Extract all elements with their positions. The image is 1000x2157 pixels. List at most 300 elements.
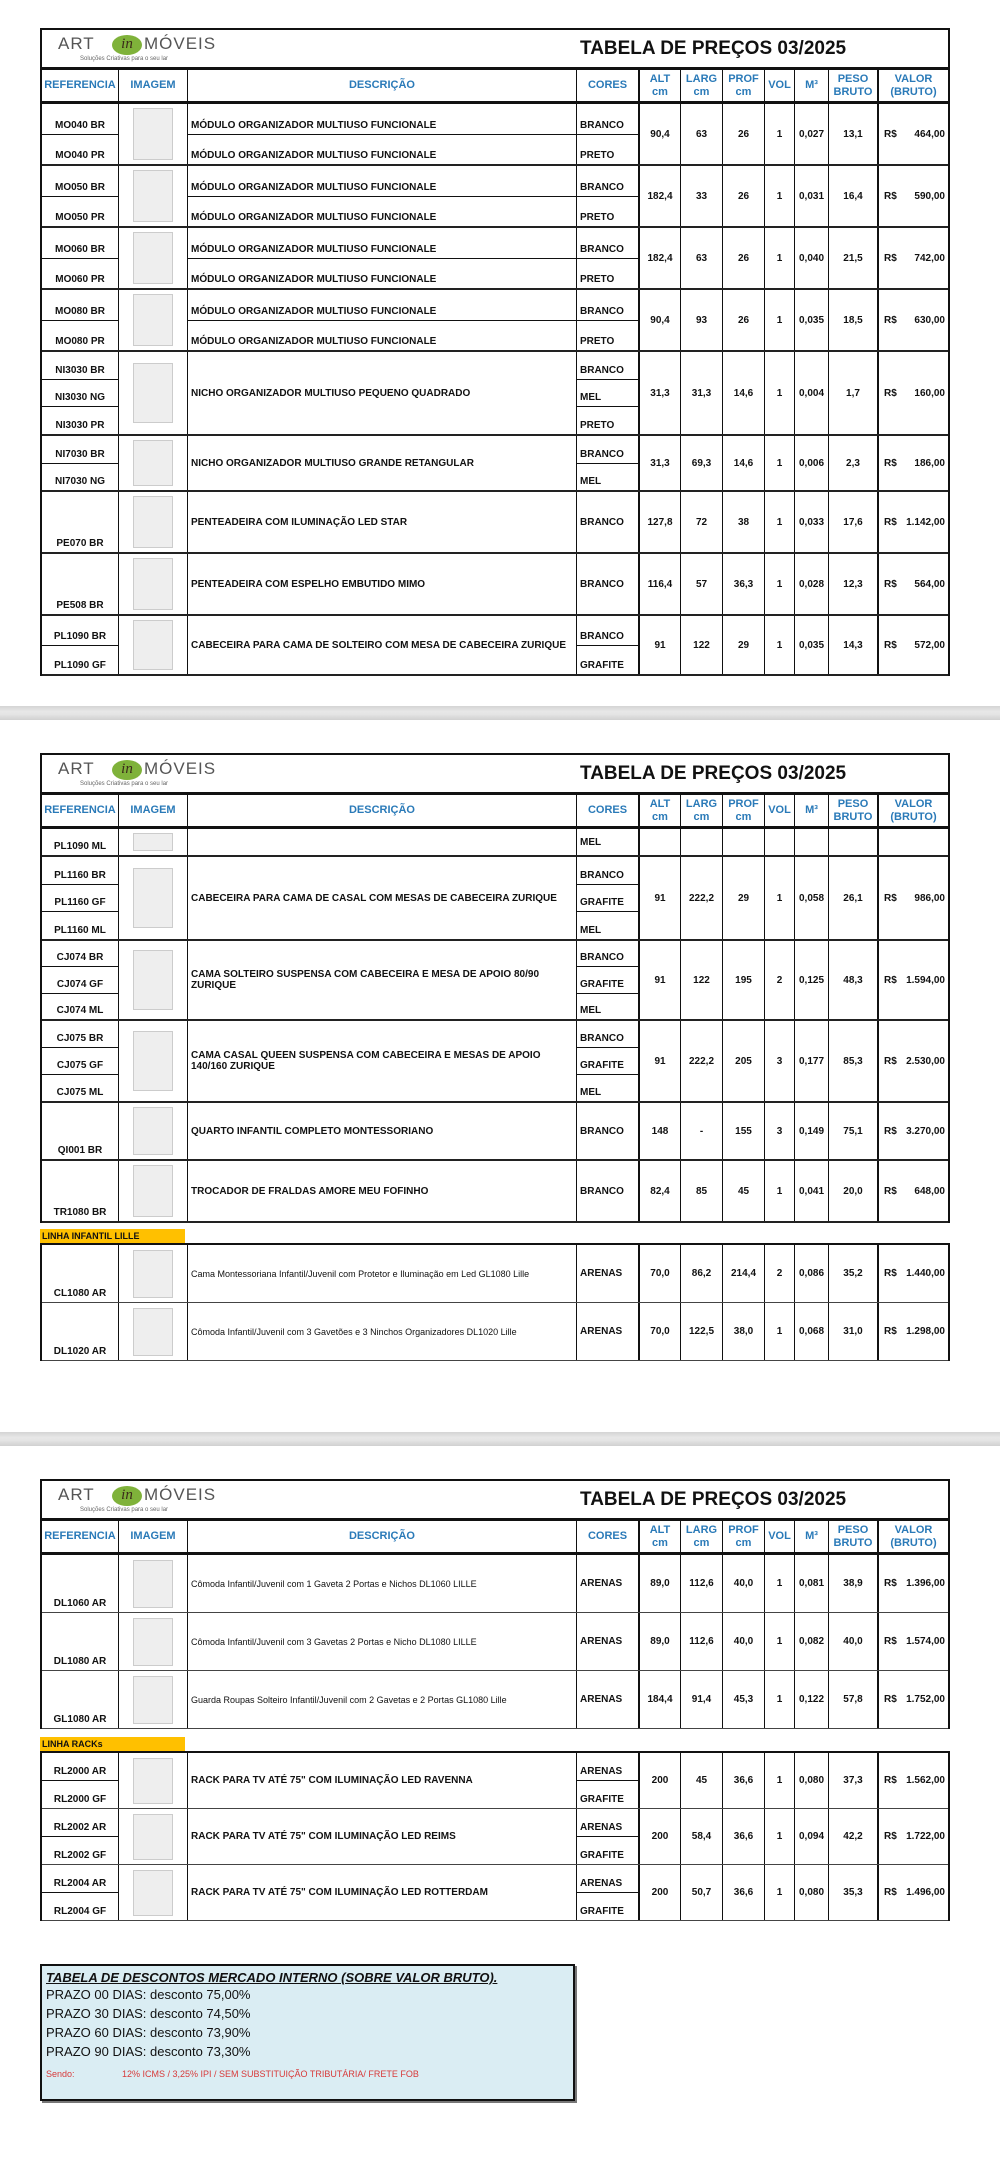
sheet-header <box>42 1481 948 1521</box>
cell-prof: 29 <box>723 857 765 939</box>
cell-descricao <box>188 436 577 490</box>
price-value <box>879 388 948 399</box>
currency-symbol: R$ <box>884 314 897 326</box>
product-image <box>133 294 173 346</box>
cell-m3: 0,035 <box>795 616 829 674</box>
cell-prof: 36,6 <box>723 1809 765 1864</box>
cell-vol: 1 <box>765 1753 795 1808</box>
cell-vol: 1 <box>765 166 795 226</box>
cell-alt: 148 <box>640 1103 681 1159</box>
currency-symbol: R$ <box>884 974 897 986</box>
col-alt-line: cm <box>652 1536 668 1549</box>
col-peso-line: BRUTO <box>833 810 873 823</box>
tax-note-text: 12% ICMS / 3,25% IPI / SEM SUBSTITUIÇÃO TRIBUTÁRIA/ FRETE FOB <box>122 2069 419 2079</box>
color-option: ARENAS <box>577 1753 638 1781</box>
color-option: GRAFITE <box>577 1048 638 1075</box>
currency-symbol: R$ <box>884 1125 897 1137</box>
price-value <box>879 1056 948 1067</box>
cell-alt: 70,0 <box>640 1245 681 1302</box>
cell-alt: 82,4 <box>640 1161 681 1221</box>
cell-prof: 26 <box>723 166 765 226</box>
cell-imagem <box>119 436 188 490</box>
product-description: MÓDULO ORGANIZADOR MULTIUSO FUNCIONALE <box>191 212 437 223</box>
cell-peso: 1,7 <box>829 352 879 434</box>
cell-prof: 155 <box>723 1103 765 1159</box>
discount-heading: TABELA DE DESCONTOS MERCADO INTERNO (SOBRE VALOR BRUTO). <box>46 1970 498 1985</box>
cell-m3: 0,094 <box>795 1809 829 1864</box>
reference-code: PE070 BR <box>56 538 104 549</box>
reference-code: RL2002 AR <box>42 1809 118 1837</box>
product-description: Cama Montessoriana Infantil/Juvenil com Protetor e Iluminação em Led GL1080 Lille <box>191 1268 530 1279</box>
cell-cores <box>577 1809 640 1864</box>
price-amount: 1.562,00 <box>906 1775 945 1786</box>
cell-alt: 182,4 <box>640 228 681 288</box>
racks-table <box>40 1751 950 1921</box>
table-row <box>42 829 948 857</box>
cell-imagem <box>119 1245 188 1302</box>
col-vol: VOL <box>765 70 795 101</box>
col-prof-line: PROF <box>728 1523 759 1536</box>
price-amount: 590,00 <box>914 190 945 202</box>
currency-symbol: R$ <box>884 1326 897 1337</box>
cell-valor <box>879 857 948 939</box>
cell-larg: 122 <box>681 941 723 1019</box>
cell-m3: 0,040 <box>795 228 829 288</box>
cell-imagem <box>119 554 188 614</box>
cell-larg: 86,2 <box>681 1245 723 1302</box>
brand-logo <box>58 759 258 791</box>
cell-m3 <box>795 829 829 855</box>
col-m3: M³ <box>795 1521 829 1552</box>
cell-descricao <box>188 1303 577 1360</box>
cell-peso: 20,0 <box>829 1161 879 1221</box>
cell-referencia <box>42 1753 119 1808</box>
cell-alt: 70,0 <box>640 1303 681 1360</box>
cell-m3: 0,080 <box>795 1865 829 1920</box>
cell-vol: 2 <box>765 1245 795 1302</box>
cell-vol: 1 <box>765 1303 795 1360</box>
reference-code: PL1160 ML <box>54 925 106 937</box>
col-descricao: DESCRIÇÃO <box>188 1521 577 1552</box>
cell-cores <box>577 1865 640 1920</box>
col-alt-line: cm <box>652 810 668 823</box>
reference-code: NI3030 BR <box>42 352 118 380</box>
reference-code: QI001 BR <box>57 1145 103 1156</box>
page-separator <box>0 706 1000 720</box>
cell-cores <box>577 1753 640 1808</box>
cell-m3: 0,033 <box>795 492 829 552</box>
cell-descricao <box>188 1161 577 1221</box>
color-option: BRANCO <box>577 1021 638 1048</box>
reference-code: CJ074 GF <box>42 967 118 993</box>
col-larg-line: cm <box>693 810 710 823</box>
cell-imagem <box>119 352 188 434</box>
reference-code: RL2004 AR <box>42 1865 118 1893</box>
cell-m3: 0,041 <box>795 1161 829 1221</box>
reference-code: MO050 BR <box>42 166 118 197</box>
brand-in-icon: in <box>112 1486 142 1506</box>
col-cores: CORES <box>577 70 640 101</box>
brand-moveis: MÓVEIS <box>144 759 217 778</box>
color-option: GRAFITE <box>580 660 624 671</box>
cell-referencia <box>42 1021 119 1101</box>
section-banner-lille: LINHA INFANTIL LILLE <box>40 1229 185 1243</box>
cell-alt: 91 <box>640 1021 681 1101</box>
color-option: PRETO <box>580 150 615 161</box>
col-m3: M³ <box>795 70 829 101</box>
reference-code: DL1060 AR <box>53 1598 107 1609</box>
color-option: BRANCO <box>577 228 638 259</box>
product-description: MÓDULO ORGANIZADOR MULTIUSO FUNCIONALE <box>191 150 437 161</box>
table-row <box>42 436 948 492</box>
cell-larg: 91,4 <box>681 1671 723 1728</box>
color-option: MEL <box>580 925 602 937</box>
product-image <box>133 170 173 222</box>
table-row <box>42 1555 948 1613</box>
price-value <box>879 893 948 904</box>
section-banner-racks: LINHA RACKs <box>40 1737 185 1751</box>
color-option: GRAFITE <box>577 885 638 913</box>
color-option: ARENAS <box>580 1578 623 1589</box>
price-amount: 1.298,00 <box>906 1326 945 1337</box>
price-amount: 648,00 <box>914 1185 945 1197</box>
price-value <box>879 1126 948 1137</box>
product-image <box>133 1250 173 1298</box>
cell-prof: 40,0 <box>723 1613 765 1670</box>
col-peso-line: PESO <box>837 72 869 85</box>
color-option: GRAFITE <box>580 1794 624 1805</box>
cell-descricao <box>188 616 577 674</box>
cell-larg <box>681 829 723 855</box>
color-option: ARENAS <box>577 1809 638 1837</box>
cell-peso: 16,4 <box>829 166 879 226</box>
color-option: MEL <box>580 1087 602 1098</box>
cell-peso: 38,9 <box>829 1555 879 1612</box>
col-valor-line: (BRUTO) <box>890 85 937 98</box>
product-description: Guarda Roupas Solteiro Infantil/Juvenil com 2 Gavetas e 2 Portas GL1080 Lille <box>191 1694 507 1705</box>
cell-m3: 0,080 <box>795 1753 829 1808</box>
reference-code: MO050 PR <box>55 212 105 223</box>
col-vol: VOL <box>765 1521 795 1552</box>
cell-descricao <box>188 554 577 614</box>
brand-art: ART <box>58 1485 95 1504</box>
table-row <box>42 352 948 436</box>
col-alt-line: ALT <box>649 1523 671 1536</box>
cell-m3: 0,149 <box>795 1103 829 1159</box>
cell-referencia <box>42 1865 119 1920</box>
cell-descricao <box>188 829 577 855</box>
cell-m3: 0,031 <box>795 166 829 226</box>
cell-valor <box>879 1021 948 1101</box>
product-description: PENTEADEIRA COM ILUMINAÇÃO LED STAR <box>191 516 408 528</box>
color-option: BRANCO <box>577 290 638 321</box>
cell-referencia <box>42 616 119 674</box>
col-prof <box>723 795 765 826</box>
table-row <box>42 554 948 616</box>
cell-imagem <box>119 1555 188 1612</box>
cell-valor <box>879 1809 948 1864</box>
cell-descricao <box>188 857 577 939</box>
product-image <box>133 1107 173 1155</box>
cell-prof: 36,6 <box>723 1753 765 1808</box>
color-option: BRANCO <box>580 1185 624 1197</box>
cell-peso: 75,1 <box>829 1103 879 1159</box>
price-value <box>879 315 948 326</box>
currency-symbol: R$ <box>884 1636 897 1647</box>
cell-prof: 26 <box>723 104 765 164</box>
price-amount: 1.722,00 <box>906 1831 945 1842</box>
price-value <box>879 129 948 140</box>
product-image <box>133 868 173 928</box>
cell-imagem <box>119 1809 188 1864</box>
color-option: GRAFITE <box>577 967 638 993</box>
brand-moveis: MÓVEIS <box>144 34 217 53</box>
cell-alt: 116,4 <box>640 554 681 614</box>
cell-prof: 26 <box>723 228 765 288</box>
cell-imagem <box>119 1865 188 1920</box>
cell-valor <box>879 554 948 614</box>
color-option: BRANCO <box>577 857 638 885</box>
cell-alt: 127,8 <box>640 492 681 552</box>
column-headers <box>42 70 948 104</box>
col-cores: CORES <box>577 1521 640 1552</box>
cell-vol: 1 <box>765 104 795 164</box>
cell-referencia <box>42 1809 119 1864</box>
cell-cores <box>577 829 640 855</box>
product-description: NICHO ORGANIZADOR MULTIUSO PEQUENO QUADRADO <box>191 387 471 399</box>
cell-cores <box>577 1103 640 1159</box>
cell-m3: 0,125 <box>795 941 829 1019</box>
col-prof <box>723 1521 765 1552</box>
reference-code: RL2002 GF <box>53 1850 107 1861</box>
reference-code: DL1020 AR <box>53 1346 107 1357</box>
cell-referencia <box>42 941 119 1019</box>
price-sheet-page-2 <box>40 753 950 1223</box>
color-option: PRETO <box>580 420 615 432</box>
cell-cores <box>577 1161 640 1221</box>
product-image <box>133 1308 173 1356</box>
product-description: CAMA SOLTEIRO SUSPENSA COM CABECEIRA E MESA DE APOIO 80/90 ZURIQUE <box>191 969 540 991</box>
price-amount: 464,00 <box>914 128 945 140</box>
currency-symbol: R$ <box>884 516 897 528</box>
col-valor-line: VALOR <box>894 797 933 810</box>
currency-symbol: R$ <box>884 128 897 140</box>
price-value <box>879 191 948 202</box>
cell-prof: 45 <box>723 1161 765 1221</box>
cell-imagem <box>119 1613 188 1670</box>
cell-larg: 222,2 <box>681 1021 723 1101</box>
price-amount: 2.530,00 <box>906 1055 945 1067</box>
price-amount: 1.496,00 <box>906 1887 945 1898</box>
cell-vol: 1 <box>765 436 795 490</box>
brand-art: ART <box>58 759 95 778</box>
currency-symbol: R$ <box>884 387 897 399</box>
col-larg-line: LARG <box>685 1523 718 1536</box>
currency-symbol: R$ <box>884 1775 897 1786</box>
cell-referencia <box>42 1161 119 1221</box>
column-headers <box>42 1521 948 1555</box>
price-value <box>879 1326 948 1337</box>
cell-imagem <box>119 857 188 939</box>
cell-descricao <box>188 1613 577 1670</box>
cell-imagem <box>119 104 188 164</box>
cell-cores <box>577 290 640 350</box>
cell-imagem <box>119 941 188 1019</box>
col-larg-line: LARG <box>685 72 718 85</box>
table-row <box>42 1103 948 1161</box>
cell-peso: 2,3 <box>829 436 879 490</box>
color-option: ARENAS <box>580 1326 623 1337</box>
price-value <box>879 579 948 590</box>
product-image <box>133 1618 173 1666</box>
discount-table <box>40 1964 575 2101</box>
cell-alt <box>640 829 681 855</box>
cell-valor <box>879 352 948 434</box>
color-option: BRANCO <box>577 436 638 464</box>
cell-referencia <box>42 857 119 939</box>
cell-peso: 26,1 <box>829 857 879 939</box>
table-row <box>42 857 948 941</box>
price-value <box>879 458 948 469</box>
cell-alt: 31,3 <box>640 436 681 490</box>
cell-cores <box>577 1245 640 1302</box>
col-descricao: DESCRIÇÃO <box>188 795 577 826</box>
cell-vol: 1 <box>765 1671 795 1728</box>
col-peso <box>829 1521 879 1552</box>
cell-peso: 12,3 <box>829 554 879 614</box>
discount-line: PRAZO 90 DIAS: desconto 73,30% <box>46 2044 251 2059</box>
product-image <box>133 1814 173 1860</box>
color-option: BRANCO <box>577 352 638 380</box>
col-prof-line: cm <box>735 810 752 823</box>
brand-in-icon: in <box>112 35 142 55</box>
cell-vol: 3 <box>765 1021 795 1101</box>
col-alt <box>640 1521 681 1552</box>
reference-code: NI3030 NG <box>42 380 118 408</box>
cell-prof: 14,6 <box>723 352 765 434</box>
reference-code: NI7030 BR <box>42 436 118 464</box>
col-valor-line: (BRUTO) <box>890 810 937 823</box>
product-description: Cômoda Infantil/Juvenil com 3 Gavetões e 3 Ninchos Organizadores DL1020 Lille <box>191 1326 517 1337</box>
col-alt-line: cm <box>652 85 668 98</box>
cell-referencia <box>42 492 119 552</box>
reference-code: PL1090 BR <box>42 616 118 646</box>
cell-vol: 1 <box>765 492 795 552</box>
brand-logo <box>58 34 258 66</box>
cell-peso <box>829 829 879 855</box>
cell-valor <box>879 1865 948 1920</box>
cell-imagem <box>119 1161 188 1221</box>
cell-peso: 57,8 <box>829 1671 879 1728</box>
brand-in-icon: in <box>112 760 142 780</box>
price-amount: 160,00 <box>914 387 945 399</box>
cell-cores <box>577 554 640 614</box>
col-valor-line: VALOR <box>894 1523 933 1536</box>
cell-alt: 91 <box>640 857 681 939</box>
cell-prof: 40,0 <box>723 1555 765 1612</box>
reference-code: PL1090 ML <box>53 841 107 852</box>
product-image <box>133 1758 173 1804</box>
column-headers <box>42 795 948 829</box>
col-alt <box>640 70 681 101</box>
cell-cores <box>577 104 640 164</box>
cell-referencia <box>42 228 119 288</box>
price-amount: 1.574,00 <box>906 1636 945 1647</box>
cell-prof: 205 <box>723 1021 765 1101</box>
cell-cores <box>577 1555 640 1612</box>
currency-symbol: R$ <box>884 639 897 651</box>
color-option: BRANCO <box>580 516 624 528</box>
cell-descricao <box>188 1245 577 1302</box>
cell-alt: 91 <box>640 941 681 1019</box>
currency-symbol: R$ <box>884 1831 897 1842</box>
cell-valor <box>879 166 948 226</box>
color-option: BRANCO <box>577 104 638 135</box>
cell-larg: 122 <box>681 616 723 674</box>
cell-valor <box>879 829 948 855</box>
reference-code: MO040 BR <box>42 104 118 135</box>
cell-peso: 21,5 <box>829 228 879 288</box>
cell-descricao <box>188 1865 577 1920</box>
cell-descricao <box>188 1103 577 1159</box>
product-image <box>133 558 173 610</box>
cell-valor <box>879 1613 948 1670</box>
reference-code: NI7030 NG <box>54 476 106 487</box>
col-larg-line: cm <box>693 85 710 98</box>
product-description: CAMA CASAL QUEEN SUSPENSA COM CABECEIRA E MESAS DE APOIO 140/160 ZURIQUE <box>191 1050 541 1072</box>
cell-larg: - <box>681 1103 723 1159</box>
cell-m3: 0,177 <box>795 1021 829 1101</box>
cell-valor <box>879 1161 948 1221</box>
cell-cores <box>577 1021 640 1101</box>
table-row <box>42 166 948 228</box>
color-option: ARENAS <box>580 1268 623 1279</box>
cell-imagem <box>119 829 188 855</box>
color-option: PRETO <box>580 274 615 285</box>
cell-vol <box>765 829 795 855</box>
price-value <box>879 517 948 528</box>
cell-descricao <box>188 104 577 164</box>
product-description: CABECEIRA PARA CAMA DE CASAL COM MESAS DE CABECEIRA ZURIQUE <box>191 892 557 904</box>
col-valor <box>879 795 948 826</box>
cell-valor <box>879 104 948 164</box>
color-option: BRANCO <box>577 616 638 646</box>
cell-prof: 195 <box>723 941 765 1019</box>
brand-art: ART <box>58 34 95 53</box>
cell-referencia <box>42 436 119 490</box>
cell-larg: 31,3 <box>681 352 723 434</box>
color-option: BRANCO <box>580 1125 624 1137</box>
col-prof-line: PROF <box>728 72 759 85</box>
cell-imagem <box>119 1103 188 1159</box>
cell-referencia <box>42 1613 119 1670</box>
cell-referencia <box>42 1303 119 1360</box>
page-title: TABELA DE PREÇOS 03/2025 <box>580 763 847 784</box>
cell-peso: 35,3 <box>829 1865 879 1920</box>
cell-imagem <box>119 1021 188 1101</box>
table-row <box>42 1021 948 1103</box>
cell-descricao <box>188 290 577 350</box>
cell-prof <box>723 829 765 855</box>
cell-imagem <box>119 616 188 674</box>
brand-moveis: MÓVEIS <box>144 1485 217 1504</box>
reference-code: CJ075 BR <box>42 1021 118 1048</box>
cell-vol: 1 <box>765 290 795 350</box>
product-description: RACK PARA TV ATÉ 75" COM ILUMINAÇÃO LED ROTTERDAM <box>191 1887 488 1898</box>
col-larg <box>681 795 723 826</box>
product-description: TROCADOR DE FRALDAS AMORE MEU FOFINHO <box>191 1185 429 1197</box>
cell-alt: 90,4 <box>640 104 681 164</box>
